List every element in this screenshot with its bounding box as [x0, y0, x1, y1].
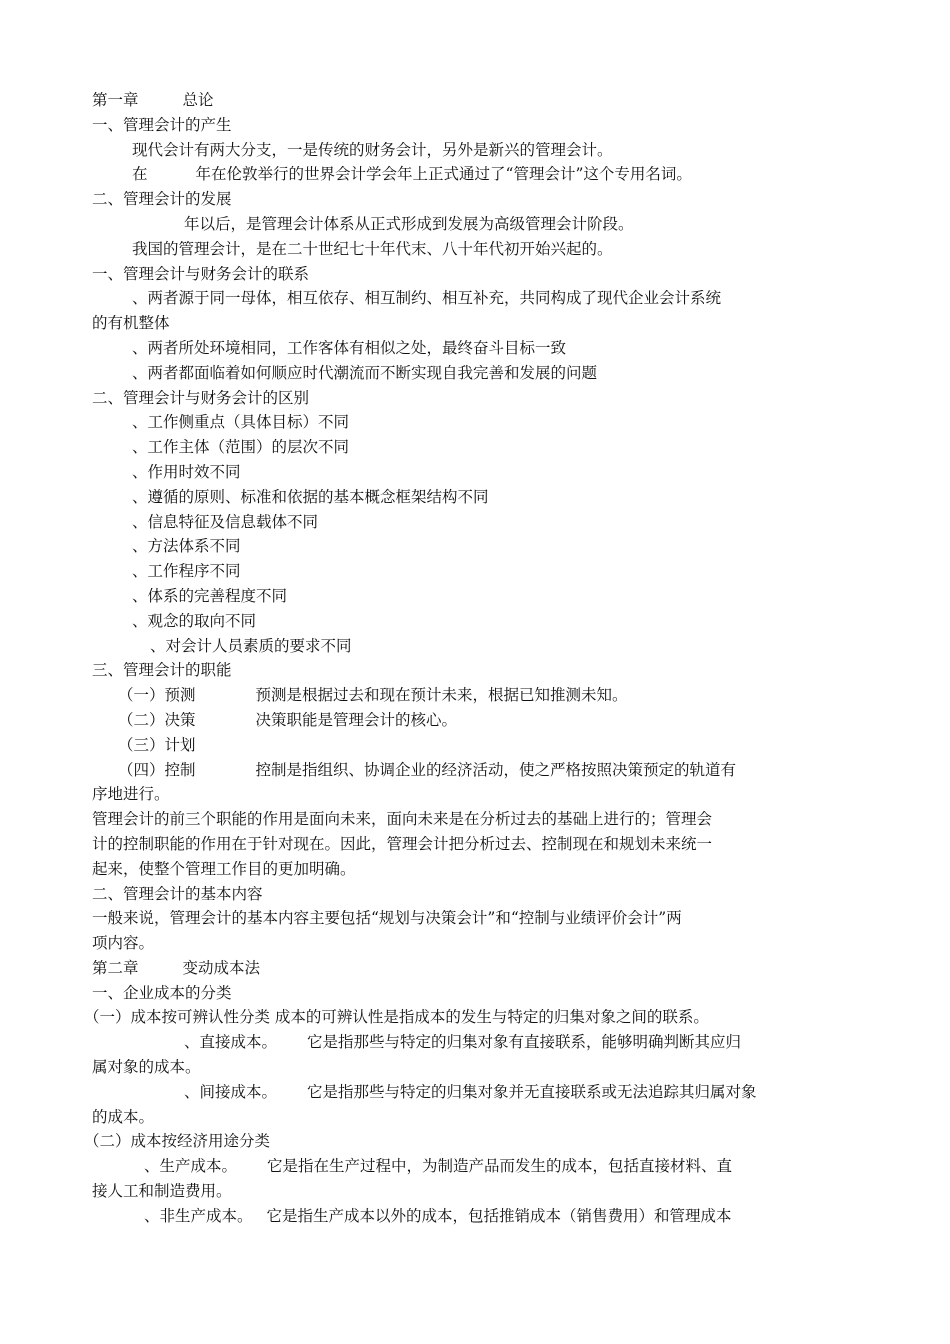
document-page	[84, 88, 864, 1229]
paragraph-line: 我国的管理会计，是在二十世纪七十年代末、八十年代初开始兴起的。	[132, 239, 613, 258]
paragraph-line: 在 年在伦敦举行的世界会计学会年上正式通过了“管理会计”这个专用名词。	[132, 165, 692, 184]
paragraph-line: 序地进行。	[92, 785, 170, 804]
paragraph-line: 年以后，是管理会计体系从正式形成到发展为高级管理会计阶段。	[184, 214, 634, 233]
cost-item: 、生产成本。 它是指在生产过程中，为制造产品而发生的成本，包括直接材料、直	[144, 1157, 733, 1176]
section-heading: 一、管理会计的产生	[92, 115, 232, 134]
list-item: 、工作主体（范围）的层次不同	[132, 438, 350, 457]
subsection-heading: （一）成本按可辨认性分类 成本的可辨认性是指成本的发生与特定的归集对象之间的联系。	[84, 1008, 709, 1027]
section-heading: 三、管理会计的职能	[92, 661, 232, 680]
function-item: （四）控制 控制是指组织、协调企业的经济活动，使之严格按照决策预定的轨道有	[118, 760, 737, 779]
paragraph-line: 管理会计的前三个职能的作用是面向未来，面向未来是在分析过去的基础上进行的；管理会	[92, 810, 713, 829]
function-item: （二）决策 决策职能是管理会计的核心。	[118, 710, 458, 729]
paragraph-line: 项内容。	[92, 934, 155, 953]
section-heading: 二、管理会计与财务会计的区别	[92, 388, 310, 407]
paragraph-line: 现代会计有两大分支，一是传统的财务会计，另外是新兴的管理会计。	[132, 140, 613, 159]
paragraph-line: 一般来说，管理会计的基本内容主要包括“规划与决策会计”和“控制与业绩评价会计”两	[92, 909, 682, 928]
cost-item: 、直接成本。 它是指那些与特定的归集对象有直接联系，能够明确判断其应归	[184, 1033, 742, 1052]
list-item: 、信息特征及信息载体不同	[132, 512, 319, 531]
function-item: （三）计划	[118, 735, 196, 754]
paragraph-line: 的成本。	[92, 1107, 155, 1126]
list-item: 、方法体系不同	[132, 537, 241, 556]
paragraph-line: 接人工和制造费用。	[92, 1182, 232, 1201]
chapter-1-heading: 第一章 总论	[92, 91, 214, 109]
list-item: 、工作侧重点（具体目标）不同	[132, 413, 350, 432]
paragraph-line: 属对象的成本。	[92, 1058, 201, 1077]
paragraph-line: 计的控制职能的作用在于针对现在。因此，管理会计把分析过去、控制现在和规划未来统一	[92, 834, 713, 853]
list-item: 、两者都面临着如何顺应时代潮流而不断实现自我完善和发展的问题	[132, 363, 598, 382]
section-heading: 二、管理会计的发展	[92, 190, 232, 209]
paragraph-line: 起来，使整个管理工作目的更加明确。	[92, 859, 356, 878]
list-item: 、两者源于同一母体，相互依存、相互制约、相互补充，共同构成了现代企业会计系统	[132, 289, 722, 308]
list-item: 、遵循的原则、标准和依据的基本概念框架结构不同	[132, 487, 489, 506]
chapter-2-heading: 第二章 变动成本法	[92, 958, 261, 977]
cost-item: 、非生产成本。 它是指生产成本以外的成本，包括推销成本（销售费用）和管理成本	[144, 1206, 732, 1225]
list-item-continued: 的有机整体	[92, 314, 170, 333]
section-heading: 一、管理会计与财务会计的联系	[92, 264, 310, 283]
list-item: 、两者所处环境相同，工作客体有相似之处，最终奋斗目标一致	[132, 338, 567, 357]
section-heading: 一、企业成本的分类	[92, 983, 232, 1002]
function-item: （一）预测 预测是根据过去和现在预计未来，根据已知推测未知。	[118, 686, 628, 705]
list-item: 、工作程序不同	[132, 562, 241, 581]
section-heading: 二、管理会计的基本内容	[92, 884, 263, 903]
list-item: 、观念的取向不同	[132, 611, 257, 630]
list-item: 、对会计人员素质的要求不同	[150, 636, 352, 655]
subsection-heading: （二）成本按经济用途分类	[84, 1132, 271, 1151]
cost-item: 、间接成本。 它是指那些与特定的归集对象并无直接联系或无法追踪其归属对象	[184, 1082, 757, 1101]
list-item: 、体系的完善程度不同	[132, 586, 288, 605]
list-item: 、作用时效不同	[132, 462, 241, 481]
